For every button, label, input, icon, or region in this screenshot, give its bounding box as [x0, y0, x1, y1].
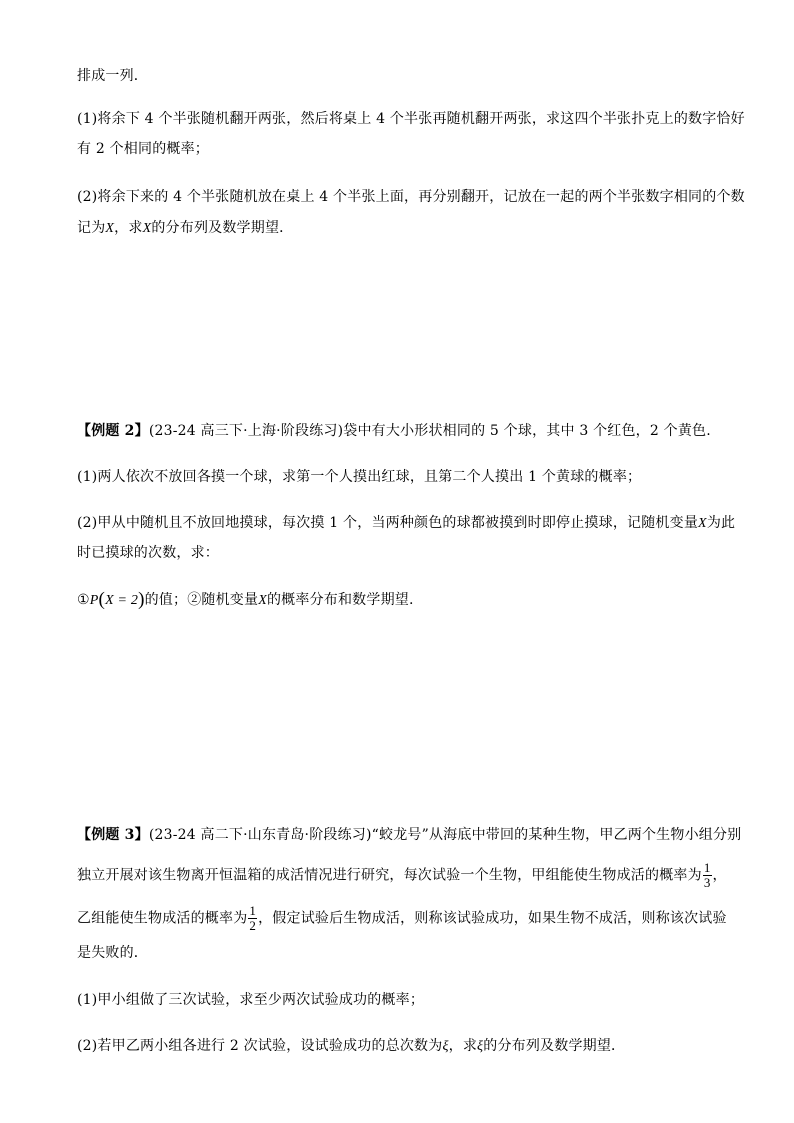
text: 的分布列及数学期望．	[151, 220, 294, 236]
text: “蛟龙号”从海底中带回的某种生物，甲乙两个生物小组分别	[371, 827, 742, 843]
math-variable: X	[698, 516, 707, 531]
math-variable: ξ	[442, 1039, 449, 1054]
text: 为此	[706, 515, 736, 531]
text: 记为	[77, 220, 106, 236]
fraction	[703, 861, 712, 890]
example-source: (23-24 高二下·山东青岛·阶段练习)	[148, 827, 372, 843]
text-line: 排成一列．	[77, 68, 148, 84]
math-variable: X	[105, 221, 115, 236]
text: 的分布列及数学期望．	[483, 1038, 626, 1054]
text: 乙组能使生物成活的概率为	[77, 910, 248, 927]
question-2-line: (2)将余下来的 4 个半张随机放在桌上 4 个半张上面，再分别翻开，记放在一起的两个半张数字相同的个数	[77, 189, 745, 205]
example-2-stem	[77, 421, 711, 441]
question-1-line: (1)将余下 4 个半张随机翻开两张，然后将桌上 4 个半张再随机翻开两张，求这四个半张扑克上的数字恰好	[77, 111, 745, 127]
text: 独立开展对该生物离开恒温箱的成活情况进行研究，每次试验一个生物，甲组能使生物成活的概率为	[77, 867, 702, 884]
question-2-line	[77, 513, 735, 534]
question-1-line: (1)甲小组做了三次试验，求至少两次试验成功的概率；	[77, 992, 425, 1008]
fraction-numerator: 1	[703, 860, 711, 875]
question-2-line: 时已摸球的次数，求：	[77, 545, 219, 561]
example-source: (23-24 高三下·上海·阶段练习)	[148, 423, 344, 439]
fraction	[248, 904, 257, 933]
question-2-line	[77, 218, 293, 239]
example-3-line: 是失败的．	[77, 945, 148, 961]
math-variable: P	[89, 593, 99, 608]
circled-number: ①	[77, 592, 90, 608]
example-3-line	[77, 861, 727, 890]
fraction-denominator: 3	[703, 875, 711, 890]
question-1-line: (1)两人依次不放回各摸一个球，求第一个人摸出红球，且第二个人摸出 1 个黄球的概率；	[77, 469, 642, 485]
sub-question-line: ①P(X = 2)的值；②随机变量X的概率分布和数学期望.	[77, 589, 414, 610]
text: 的值；②随机变量	[144, 592, 259, 608]
text: ，	[712, 867, 727, 884]
text: 的概率分布和数学期望.	[266, 592, 414, 608]
text: (2)甲从中随机且不放回地摸球，每次摸 1 个，当两种颜色的球都被摸到时即停止摸球，记随机变量	[77, 515, 699, 531]
fraction-denominator: 2	[249, 918, 257, 933]
example-3-stem	[77, 825, 741, 845]
fraction-numerator: 1	[249, 903, 257, 918]
math-variable: ξ	[477, 1039, 484, 1054]
text: ，求	[114, 220, 143, 236]
example-label: 【例题 3】	[77, 827, 149, 843]
math-expression: X = 2	[105, 593, 139, 608]
text: ，求	[448, 1038, 478, 1054]
question-2-line	[77, 1036, 625, 1057]
example-label: 【例题 2】	[77, 423, 149, 439]
example-3-line	[77, 904, 727, 933]
text: 袋中有大小形状相同的 5 个球，其中 3 个红色，2 个黄色.	[343, 423, 711, 439]
math-variable: X	[142, 221, 152, 236]
text: (2)若甲乙两小组各进行 2 次试验，设试验成功的总次数为	[77, 1038, 443, 1054]
question-1-line: 有 2 个相同的概率；	[77, 141, 210, 157]
math-variable: X	[258, 593, 267, 608]
text: ，假定试验后生物成活，则称该试验成功，如果生物不成活，则称该次试验	[258, 910, 727, 927]
